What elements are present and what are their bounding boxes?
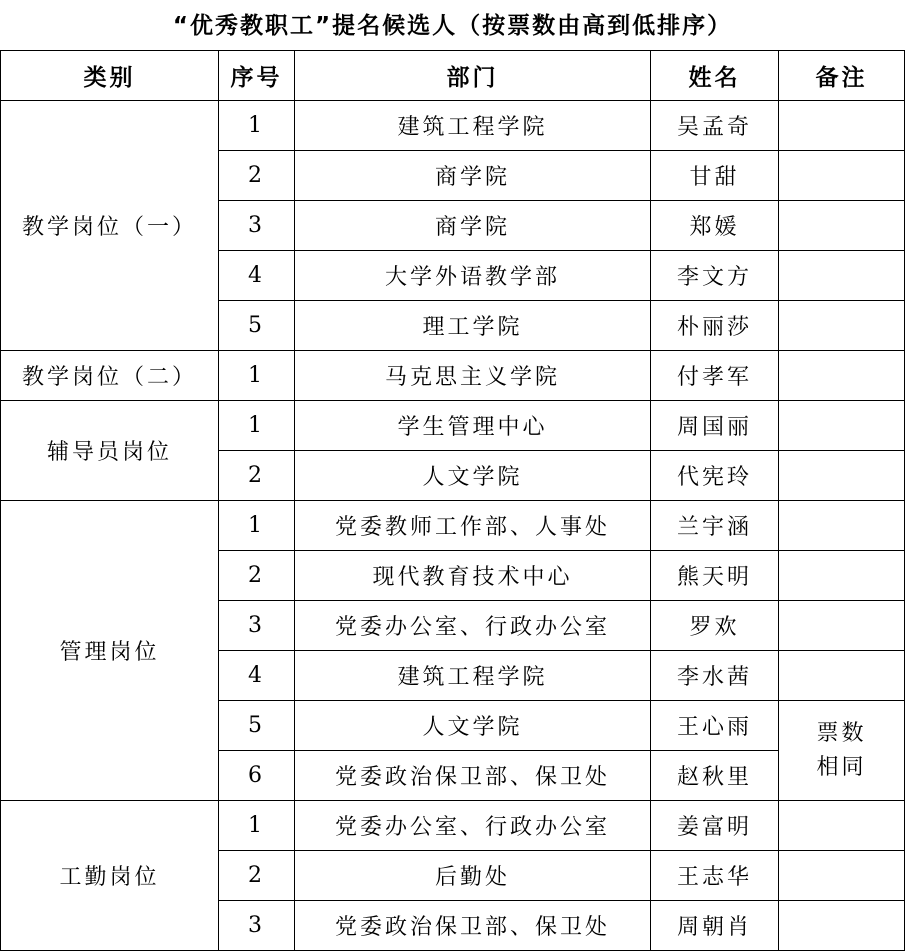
category-cell: 教学岗位（一）	[1, 101, 219, 351]
department-cell: 人文学院	[295, 451, 651, 501]
name-cell: 甘甜	[651, 151, 779, 201]
name-cell: 郑媛	[651, 201, 779, 251]
index-cell: 1	[219, 801, 295, 851]
name-cell: 赵秋里	[651, 751, 779, 801]
note-cell	[779, 251, 905, 301]
index-cell: 2	[219, 851, 295, 901]
candidate-table	[0, 50, 905, 951]
department-cell: 党委办公室、行政办公室	[295, 601, 651, 651]
index-cell: 2	[219, 151, 295, 201]
table-row	[1, 501, 905, 551]
header-index: 序号	[219, 51, 295, 101]
note-cell	[779, 551, 905, 601]
department-cell: 商学院	[295, 151, 651, 201]
index-cell: 4	[219, 651, 295, 701]
index-cell: 1	[219, 101, 295, 151]
department-cell: 理工学院	[295, 301, 651, 351]
note-cell	[779, 151, 905, 201]
header-category: 类别	[1, 51, 219, 101]
note-cell	[779, 351, 905, 401]
index-cell: 1	[219, 401, 295, 451]
table-row	[1, 801, 905, 851]
name-cell: 王心雨	[651, 701, 779, 751]
department-cell: 党委办公室、行政办公室	[295, 801, 651, 851]
index-cell: 1	[219, 351, 295, 401]
category-cell: 工勤岗位	[1, 801, 219, 951]
name-cell: 熊天明	[651, 551, 779, 601]
header-department: 部门	[295, 51, 651, 101]
name-cell: 罗欢	[651, 601, 779, 651]
table-row	[1, 101, 905, 151]
department-cell: 后勤处	[295, 851, 651, 901]
tie-note-cell	[779, 701, 905, 801]
department-cell: 建筑工程学院	[295, 101, 651, 151]
index-cell: 6	[219, 751, 295, 801]
category-cell: 辅导员岗位	[1, 401, 219, 501]
name-cell: 付孝军	[651, 351, 779, 401]
index-cell: 5	[219, 301, 295, 351]
index-cell: 5	[219, 701, 295, 751]
name-cell: 周朝肖	[651, 901, 779, 951]
department-cell: 建筑工程学院	[295, 651, 651, 701]
index-cell: 2	[219, 451, 295, 501]
category-cell: 管理岗位	[1, 501, 219, 801]
note-cell	[779, 501, 905, 551]
note-cell	[779, 601, 905, 651]
department-cell: 党委教师工作部、人事处	[295, 501, 651, 551]
category-cell: 教学岗位（二）	[1, 351, 219, 401]
note-cell	[779, 301, 905, 351]
note-cell	[779, 401, 905, 451]
index-cell: 2	[219, 551, 295, 601]
note-cell	[779, 451, 905, 501]
index-cell: 4	[219, 251, 295, 301]
table-row	[1, 351, 905, 401]
department-cell: 商学院	[295, 201, 651, 251]
department-cell: 党委政治保卫部、保卫处	[295, 901, 651, 951]
note-cell	[779, 201, 905, 251]
note-cell	[779, 651, 905, 701]
note-cell	[779, 901, 905, 951]
header-note: 备注	[779, 51, 905, 101]
header-name: 姓名	[651, 51, 779, 101]
note-cell	[779, 851, 905, 901]
name-cell: 李水茜	[651, 651, 779, 701]
department-cell: 党委政治保卫部、保卫处	[295, 751, 651, 801]
name-cell: 吴孟奇	[651, 101, 779, 151]
name-cell: 李文方	[651, 251, 779, 301]
department-cell: 人文学院	[295, 701, 651, 751]
department-cell: 马克思主义学院	[295, 351, 651, 401]
index-cell: 3	[219, 901, 295, 951]
index-cell: 3	[219, 601, 295, 651]
name-cell: 兰宇涵	[651, 501, 779, 551]
department-cell: 大学外语教学部	[295, 251, 651, 301]
index-cell: 3	[219, 201, 295, 251]
table-header-row	[1, 51, 905, 101]
department-cell: 现代教育技术中心	[295, 551, 651, 601]
name-cell: 姜富明	[651, 801, 779, 851]
index-cell: 1	[219, 501, 295, 551]
department-cell: 学生管理中心	[295, 401, 651, 451]
name-cell: 周国丽	[651, 401, 779, 451]
name-cell: 代宪玲	[651, 451, 779, 501]
tie-note: 票数相同	[816, 720, 867, 780]
note-cell	[779, 801, 905, 851]
name-cell: 王志华	[651, 851, 779, 901]
page-title: “优秀教职工”提名候选人（按票数由高到低排序）	[172, 13, 733, 39]
note-cell	[779, 101, 905, 151]
name-cell: 朴丽莎	[651, 301, 779, 351]
table-row	[1, 401, 905, 451]
